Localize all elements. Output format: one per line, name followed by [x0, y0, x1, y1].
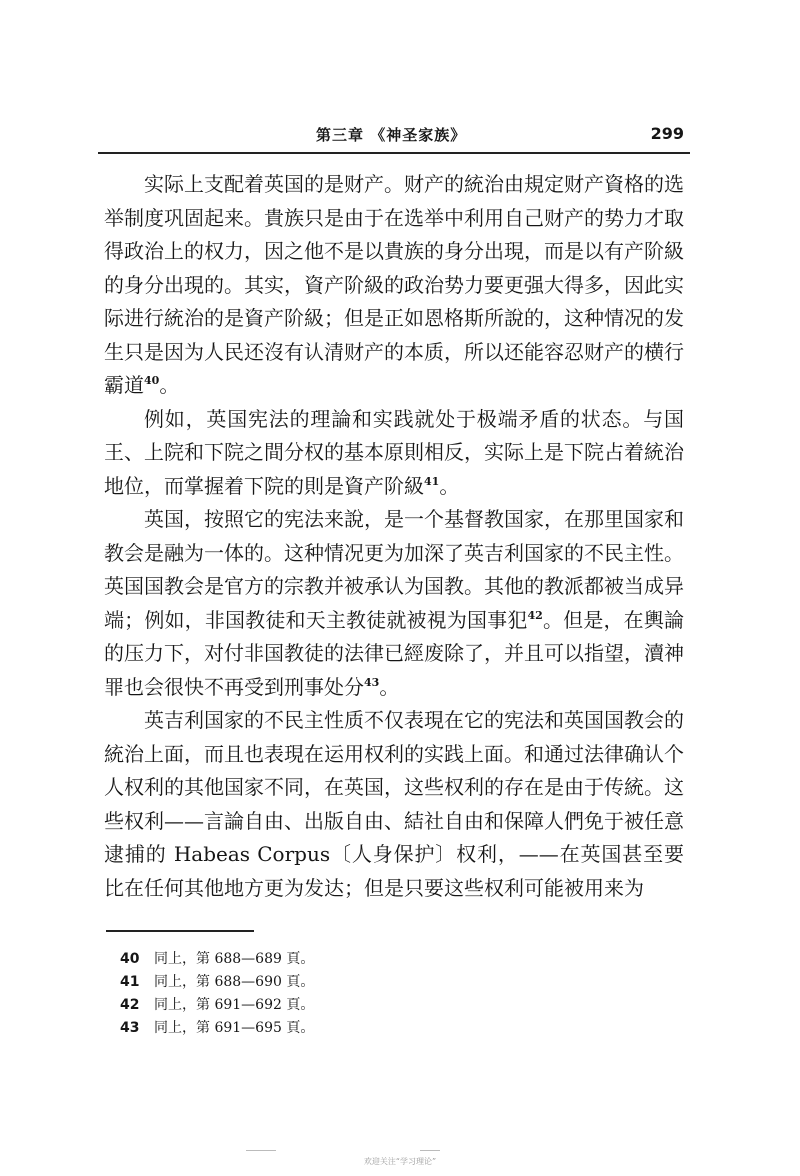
body-text	[104, 168, 684, 905]
chapter-title: 第三章 《神圣家族》	[316, 126, 467, 144]
scan-artifact-line	[246, 1150, 276, 1151]
paragraph-3: 英国，按照它的宪法来說，是一个基督教国家，在那里国家和教会是融为一体的。这种情况更为加深了英吉利国家的不民主性。英国国教会是官方的宗教并被承认为国教。其他的教派都被当成异端；例如，非国教徒和天主教徒就被視为国事犯$^{42}$。但是，在輿論的压力下，对付非国教徒的法律已經废除了，并且可以指望，瀆神罪也会很快不再受到刑事处分$^{43}$。	[104, 507, 685, 699]
footnote-41: 41 同上，第 688—690 頁。	[120, 974, 315, 990]
watermark: 欢迎关注“学习理论”	[363, 1157, 437, 1166]
paragraph-1: 实际上支配着英国的是财产。财产的統治由規定财产資格的选举制度巩固起来。貴族只是由于在选举中利用自己财产的势力才取得政治上的权力，因之他不是以貴族的身分出現，而是以有产阶級的身分出現的。其实，資产阶級的政治势力要更强大得多，因此实际进行統治的是資产阶級；但是正如恩格斯所說的，这种情况的发生只是因为人民还沒有认清财产的本质，所以还能容忍财产的横行霸道$^{40}$。	[104, 172, 684, 397]
footnote-rule	[106, 930, 254, 932]
footnote-ref-41[interactable]: 41	[424, 474, 440, 488]
footnote-40: 40 同上，第 688—689 頁。	[120, 951, 315, 967]
footnote-42: 42 同上，第 691—692 頁。	[120, 997, 315, 1013]
paragraph-4: 英吉利国家的不民主性质不仅表現在它的宪法和英国国教会的統治上面，而且也表現在运用权利的实践上面。和通过法律确认个人权利的其他国家不同，在英国，这些权利的存在是由于传統。这些权利——言論自由、出版自由、結社自由和保障人們免于被任意逮捕的 Habeas Corpus〔人身保护〕权利，——在英国甚至要比在任何其他地方更为发达；但是只要这些权利可能被用来为	[104, 708, 684, 900]
page-number: 299	[650, 124, 684, 143]
footnote-ref-42[interactable]: 42	[527, 608, 543, 622]
footnotes	[120, 948, 520, 1040]
footnote-ref-43[interactable]: 43	[364, 675, 380, 689]
paragraph-2: 例如，英国宪法的理論和实践就处于极端矛盾的状态。与国王、上院和下院之間分权的基本原則相反，实际上是下院占着統治地位，而掌握着下院的則是資产阶級$^{41}$。	[104, 406, 684, 498]
footnote-43: 43 同上，第 691—695 頁。	[120, 1020, 315, 1036]
running-header	[100, 124, 688, 150]
scan-artifact-line	[420, 1150, 440, 1151]
footnote-ref-40[interactable]: 40	[144, 374, 160, 387]
header-rule	[98, 152, 690, 154]
